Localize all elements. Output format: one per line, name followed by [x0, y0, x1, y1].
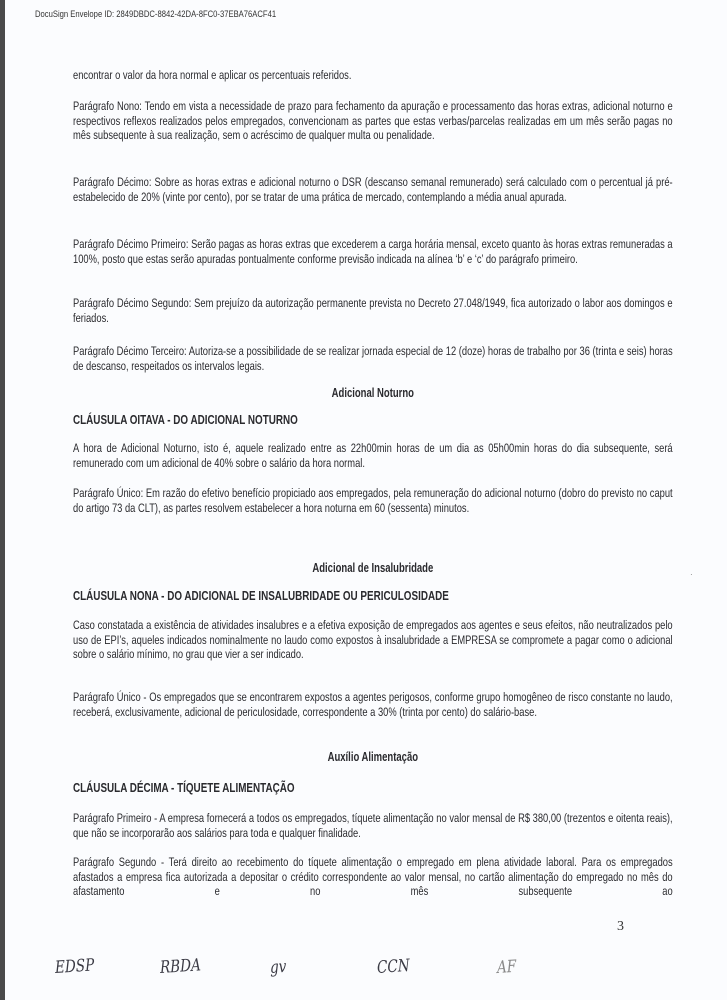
- initials-signature: EDSP: [54, 955, 95, 978]
- paragraph-nona-unico: Parágrafo Único - Os empregados que se encontrarem expostos a agentes perigosos, conforme grupo homogêneo de risco constante no laudo, receberá, exclusivamente, adicional de periculosidade, correspondente a 30% (trinta por cento) do salário-base.: [73, 690, 673, 719]
- page-number: 3: [617, 919, 624, 934]
- paragraph-oitava-unico: Parágrafo Único: Em razão do efetivo benefício propiciado aos empregados, pela remuneração do adicional noturno (dobro do previsto no caput do artigo 73 da CLT), as partes resolvem estabelecer a hora noturna em 60 (sessenta) minutos.: [73, 486, 673, 515]
- section-heading-insalubridade: Adicional de Insalubridade: [312, 561, 434, 575]
- docusign-envelope-id: DocuSign Envelope ID: 2849DBDC-8842-42DA-8FC0-37EBA76ACF41: [35, 9, 277, 19]
- paragraph-nono: Parágrafo Nono: Tendo em vista a necessidade de prazo para fechamento da apuração e processamento das horas extras, adicional noturno e respectivos reflexos realizados pelos empregados, convencionam as partes que estas verbas/parcelas realizadas em um mês serão pagas no mês subsequente à sua realização, sem o acréscimo de qualquer multa ou penalidade.: [73, 99, 673, 143]
- paragraph-decimo-primeiro: Parágrafo Décimo Primeiro: Serão pagas as horas extras que excederem a carga horária mensal, exceto quanto às horas extras remuneradas a 100%, posto que estas serão apuradas pontualmente conforme previsão indicada na alínea ‘b’ e ‘c’ do parágrafo primeiro.: [73, 237, 673, 266]
- paragraph-continuation: encontrar o valor da hora normal e aplicar os percentuais referidos.: [73, 68, 352, 82]
- scan-edge: [0, 0, 5, 1000]
- clause-nona-title: CLÁUSULA NONA - DO ADICIONAL DE INSALUBRIDADE OU PERICULOSIDADE: [73, 588, 449, 603]
- clause-decima-title: CLÁUSULA DÉCIMA - TÍQUETE ALIMENTAÇÃO: [73, 780, 295, 795]
- paragraph-decimo: Parágrafo Décimo: Sobre as horas extras e adicional noturno o DSR (descanso semanal remunerado) será calculado com o percentual já pré-estabelecido de 20% (vinte por cento), por se tratar de uma prática de mercado, contemplando a média anual apurada.: [73, 175, 673, 204]
- section-heading-alimentacao: Auxílio Alimentação: [327, 750, 419, 764]
- paragraph-decima-segundo: Parágrafo Segundo - Terá direito ao recebimento do tíquete alimentação o empregado em plena atividade laboral. Para os empregados afastados a empresa fica autorizada a depositar o crédito correspondente ao valor mensal, no cartão alimentação do empregado no mês do afastamento e no mês subsequente ao: [73, 855, 673, 899]
- initials-signature: RBDA: [159, 955, 202, 978]
- initials-signature: AF: [496, 956, 517, 978]
- paragraph-decimo-terceiro: Parágrafo Décimo Terceiro: Autoriza-se a possibilidade de se realizar jornada especial de 12 (doze) horas de trabalho por 36 (trinta e seis) horas de descanso, respeitados os intervalos legais.: [73, 344, 673, 373]
- paragraph-nona: Caso constatada a existência de atividades insalubres e a efetiva exposição de empregados aos agentes e seus efeitos, não neutralizados pelo uso de EPI’s, aqueles indicados nominalmente no laudo como expostos à insalubridade a EMPRESA se compromete a pagar como o adicional sobre o salário mínimo, no grau que vier a ser indicado.: [73, 618, 673, 662]
- initials-signature: gv: [269, 956, 287, 978]
- clause-oitava-title: CLÁUSULA OITAVA - DO ADICIONAL NOTURNO: [73, 412, 298, 427]
- scan-mark: ·: [690, 570, 693, 579]
- section-heading-noturno: Adicional Noturno: [331, 386, 414, 400]
- paragraph-oitava: A hora de Adicional Noturno, isto é, aquele realizado entre as 22h00min horas de um dia as 05h00min horas do dia subsequente, será remunerado com um adicional de 40% sobre o salário da hora normal.: [73, 441, 673, 470]
- paragraph-decima-primeiro: Parágrafo Primeiro - A empresa fornecerá a todos os empregados, tíquete alimentação no valor mensal de R$ 380,00 (trezentos e oitenta reais), que não se incorporarão aos salários para toda e qualquer finalidade.: [73, 811, 673, 840]
- paragraph-decimo-segundo: Parágrafo Décimo Segundo: Sem prejuízo da autorização permanente prevista no Decreto 27.048/1949, fica autorizado o labor aos domingos e feriados.: [73, 296, 673, 325]
- initials-signature: CCN: [376, 955, 411, 978]
